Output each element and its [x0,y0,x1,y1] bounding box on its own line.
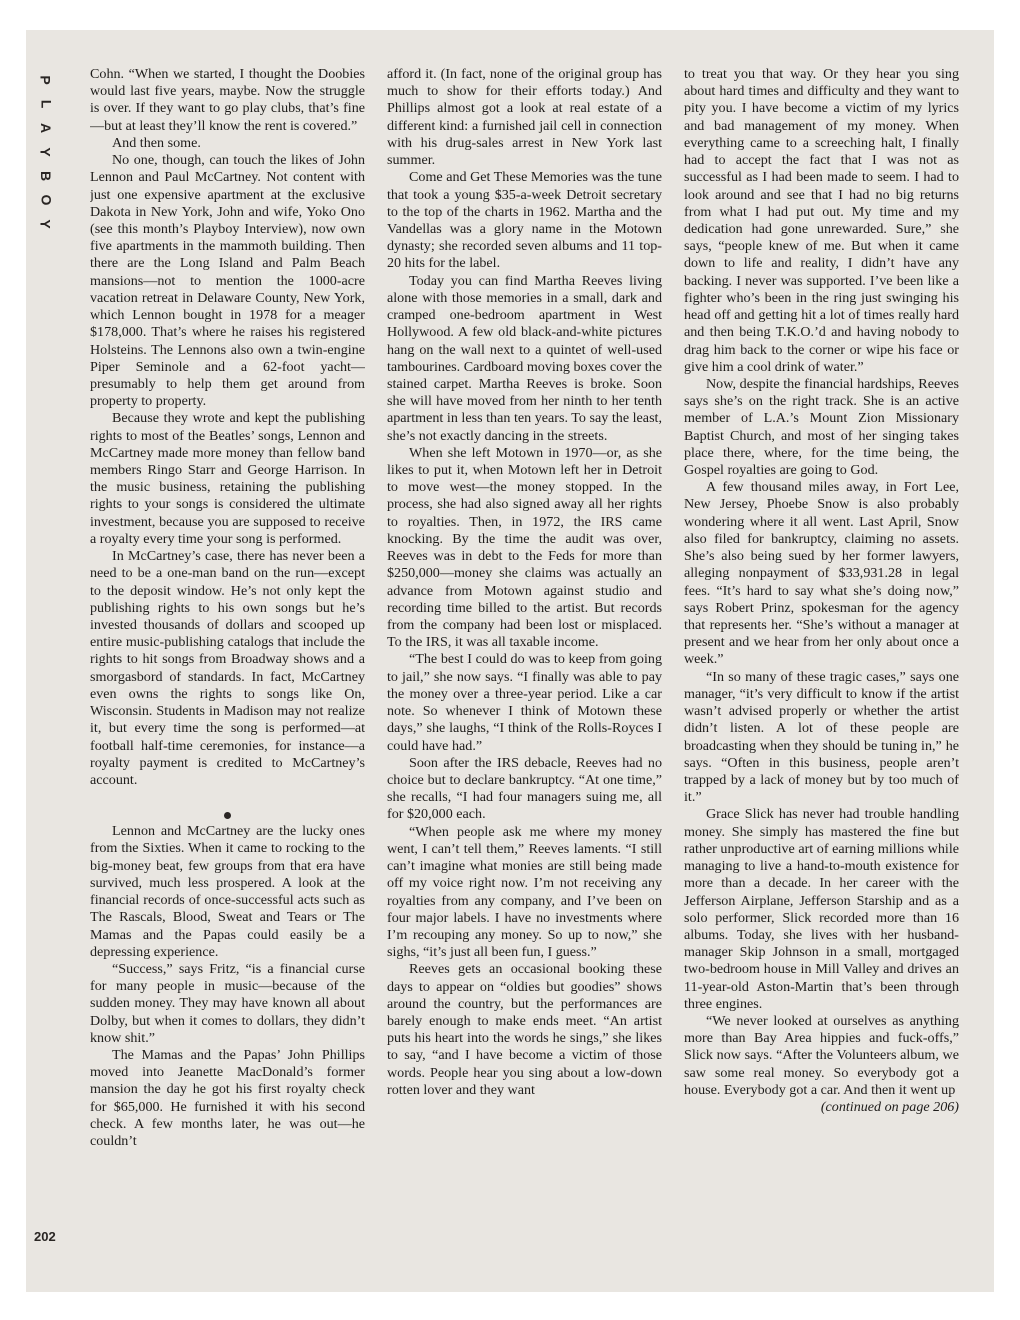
text-column-3 [684,66,959,1276]
masthead-letter: P [38,75,54,85]
page-number: 202 [34,1229,56,1244]
masthead-letter: L [38,99,54,109]
paragraph: A few thousand miles away, in Fort Lee, New Jersey, Phoebe Snow is also probably wondering where it all went. Last April, Snow also filed for bankruptcy, claiming no assets. She’s also being sued by her former lawyers, alleging nonpayment of $33,931.28 in legal fees. “It’s hard to say what she’s doing now,” says Robert Prinz, spokesman for the agency that represents her. “She’s without a manager at present and we hear from her only about once a week.” [684,479,959,668]
paragraph: And then some. [112,134,201,151]
text-column-2 [387,66,662,1276]
magazine-page [26,30,994,1292]
masthead-letter: B [38,170,54,182]
paragraph: “The best I could do was to keep from going to jail,” she now says. “I finally was able to pay the money over a three-year period. Like a car note. So whenever I think of Motown these days,” she laughs, “I think of the Rolls-Royces I could have had.” [387,651,662,754]
paragraph: “We never looked at ourselves as anything more than Bay Area hippies and fuck-offs,” Slick now says. “After the Volunteers album, we saw some real money. So everybody got a house. Everybody got a car. And then it went up [684,1013,959,1098]
paragraph: The Mamas and the Papas’ John Phillips moved into Jeanette MacDonald’s former mansion the day he got his first royalty check for $65,000. He furnished it with his second check. A few months later, he was out—he couldn’t [90,1047,365,1150]
masthead-letter: Y [38,147,54,157]
bullet-dot [224,812,231,819]
paragraph: Today you can find Martha Reeves living alone with those memories in a small, dark and cramped one-bedroom apartment in West Hollywood. A few old black-and-white pictures hang on the wall next to a quintet of well-used tambourines. Cardboard moving boxes cover the stained carpet. Martha Reeves is broke. Soon she will have moved from her ninth to her tenth apartment in less than ten years. To say the least, she’s not exactly dancing in the streets. [387,272,662,444]
paragraph: Soon after the IRS debacle, Reeves had no choice but to declare bankruptcy. “At one time,” she recalls, “I had four managers suing me, all for $20,000 each. [387,754,662,823]
paragraph: When she left Motown in 1970—or, as she likes to put it, when Motown left her in Detroit to move west—the money stopped. In the process, she had also signed away all her rights to royalties. Then, in 1972, the IRS came knocking. By the time the audit was over, Reeves was in debt to the Feds for more than $250,000—money she claims was actually an advance from Motown against studio and recording time billed to the artist. But records from the company had been lost or misplaced. To the IRS, it was all taxable income. [387,444,662,651]
paragraph: Come and Get These Memories was the tune that took a young $35-a-week Detroit secretary to the top of the charts in 1962. Martha and the Vandellas was a glory name in the Motown dynasty; she recorded seven albums and 11 top-20 hits for the label. [387,169,662,272]
paragraph: “In so many of these tragic cases,” says one manager, “it’s very difficult to know if the artist wasn’t advised properly or whether the artist didn’t listen. A lot of these people are broadcasting when they should be tuning in,” he says. “Often in this business, people aren’t trapped by a lack of money but by too much of it.” [684,668,959,806]
paragraph: “Success,” says Fritz, “is a financial curse for many people in music—because of the sudden money. They may have known all about Dolby, but when it comes to dollars, they didn’t know shit.” [90,960,365,1046]
text-column-1 [90,66,365,1276]
paragraph: Because they wrote and kept the publishing rights to most of the Beatles’ songs, Lennon and McCartney made more money than fellow band members Ringo Starr and George Harrison. In the music business, retaining the publishing rights to your songs is considered the ultimate investment, because you are supposed to receive a royalty every time your song is performed. [90,410,365,547]
masthead-letter: O [37,194,54,206]
paragraph: to treat you that way. Or they hear you sing about hard times and difficulty and they want to pity you. I have become a victim of my lyrics and bad management of my money. When everything came to a screeching halt, I finally had to accept the fact that I was not as successful as I had been made to seem. I had to look around and see that I had no big returns from what I had put out. My time and my dedication had gone unrewarded. Sure,” she says, “people knew of me. But when it came down to life and reality, I didn’t have any backing. I never was supported. I’ve been like a fighter who’s been in the ring just swinging his head off and getting hit a lot of times really hard and then being T.K.O.’d and having nobody to drag him back to the corner or wipe his face or give him a cool drink of water.” [684,66,959,375]
paragraph: Grace Slick has never had trouble handling money. She simply has mastered the fine but rather unproductive art of earning millions while managing to live a hand-to-mouth existence for more than a decade. In her career with the Jefferson Airplane, Jefferson Starship and as a solo performer, Slick recorded more than 16 albums. Today, she lives with her husband-manager Skip Johnson in a small, mortgaged two-bedroom house in Mill Valley and drives an 11-year-old Aston-Martin that’s been through three engines. [684,806,959,1012]
continued-line: (continued on page 206) [820,1099,959,1116]
paragraph: Cohn. “When we started, I thought the Doobies would last five years, maybe. Now the struggle is over. If they want to go play clubs, that’s fine—but at least they’ll know the rent is covered.” [90,66,365,134]
paragraph: Now, despite the financial hardships, Reeves says she’s on the right track. She is an active member of L.A.’s Mount Zion Missionary Baptist Church, and most of her singing takes place there, where, for the time being, the Gospel royalties are going to God. [684,375,959,479]
masthead-letter: A [38,122,54,134]
section-bullet [90,789,365,823]
paragraph: Reeves gets an occasional booking these days to appear on “oldies but goodies” shows around the country, but the performances are barely enough to make ends meet. “An artist puts his heart into the words he sings,” she likes to say, “and I have become a victim of those words. People hear you sing about a low-down rotten lover and they want [387,961,662,1098]
masthead-letter: Y [38,219,54,229]
paragraph: “When people ask me where my money went, I can’t tell them,” Reeves laments. “I still can’t imagine what monies are still being made off my voice right now. I’m not receiving any royalties from any company, and I’ve been on four major labels. I have no investments where I’m recouping any money. So up to now,” she sighs, “it’s just all been fun, I guess.” [387,823,662,961]
paragraph: No one, though, can touch the likes of John Lennon and Paul McCartney. Not content with just one expensive apartment at the exclusive Dakota in New York, John and wife, Yoko Ono (see this month’s Playboy Interview), now own five apartments in the mammoth building. Then there are the Long Island and Palm Beach mansions—not to mention the 1000-acre vacation retreat in Delaware County, New York, which Lennon bought in 1978 for a meager $178,000. That’s where he raises his registered Holsteins. The Lennons also own a twin-engine Piper Seminole and a 62-foot yacht—presumably to help them get around from property to property. [90,152,365,410]
paragraph: In McCartney’s case, there has never been a need to be a one-man band on the run—except to the deposit window. He’s not only kept the publishing rights to his own songs but he’s invested thousands of dollars and scooped up entire music-publishing catalogs that include the rights to hit songs from Broadway shows and a smorgasbord of standards. In fact, McCartney even owns the rights to songs like On, Wisconsin. Students in Madison may not realize it, but every time the song is performed—at football half-time ceremonies, for instance—a royalty payment is credited to McCartney’s account. [90,548,365,788]
masthead-vertical [30,68,62,236]
paragraph: afford it. (In fact, none of the original group has much to show for their efforts today.) And Phillips almost got a look at real estate of a different kind: a furnished jail cell in connection with his drug-sales arrest in New York last summer. [387,66,662,169]
paragraph: Lennon and McCartney are the lucky ones from the Sixties. When it came to rocking to the big-money beat, few groups from that era have survived, much less prospered. A look at the financial records of once-successful acts such as The Rascals, Blood, Sweat and Tears or The Mamas and the Papas could easily be a depressing experience. [90,823,365,960]
